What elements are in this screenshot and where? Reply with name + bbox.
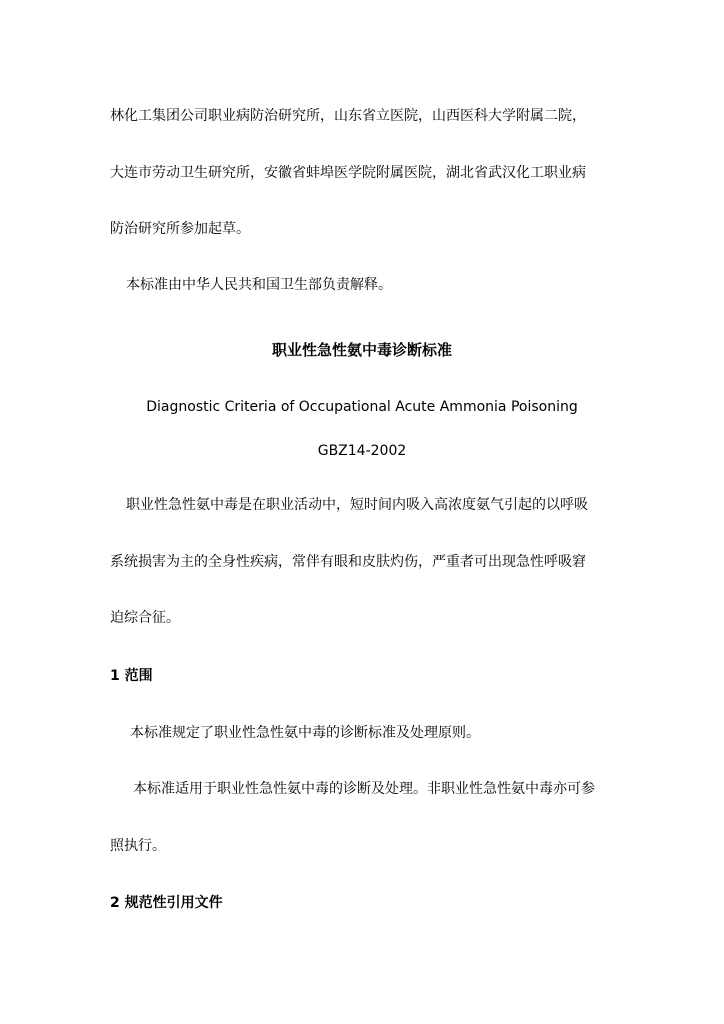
english-title: Diagnostic Criteria of Occupational Acute Ammonia Poisoning — [146, 399, 578, 415]
intro-line: 系统损害为主的全身性疾病，常伴有眼和皮肤灼伤，严重者可出现急性呼吸窘 — [110, 554, 586, 570]
section-line: 本标准适用于职业性急性氨中毒的诊断及处理。非职业性急性氨中毒亦可参 — [133, 781, 595, 797]
section-heading-scope: 1 范围 — [110, 668, 153, 684]
paragraph-line: 防治研究所参加起草。 — [110, 221, 250, 237]
intro-line: 职业性急性氨中毒是在职业活动中，短时间内吸入高浓度氨气引起的以呼吸 — [126, 497, 588, 513]
standard-code: GBZ14-2002 — [317, 443, 407, 459]
section-line: 本标准规定了职业性急性氨中毒的诊断标准及处理原则。 — [130, 725, 480, 741]
document-title: 职业性急性氨中毒诊断标准 — [271, 341, 452, 359]
section-heading-references: 2 规范性引用文件 — [110, 895, 223, 911]
paragraph-line: 林化工集团公司职业病防治研究所，山东省立医院，山西医科大学附属二院， — [110, 108, 586, 124]
intro-line: 迫综合征。 — [110, 610, 180, 626]
section-line: 照执行。 — [110, 838, 166, 854]
paragraph-line: 大连市劳动卫生研究所，安徽省蚌埠医学院附属医院，湖北省武汉化工职业病 — [110, 165, 586, 181]
paragraph-line: 本标准由中华人民共和国卫生部负责解释。 — [126, 277, 392, 293]
